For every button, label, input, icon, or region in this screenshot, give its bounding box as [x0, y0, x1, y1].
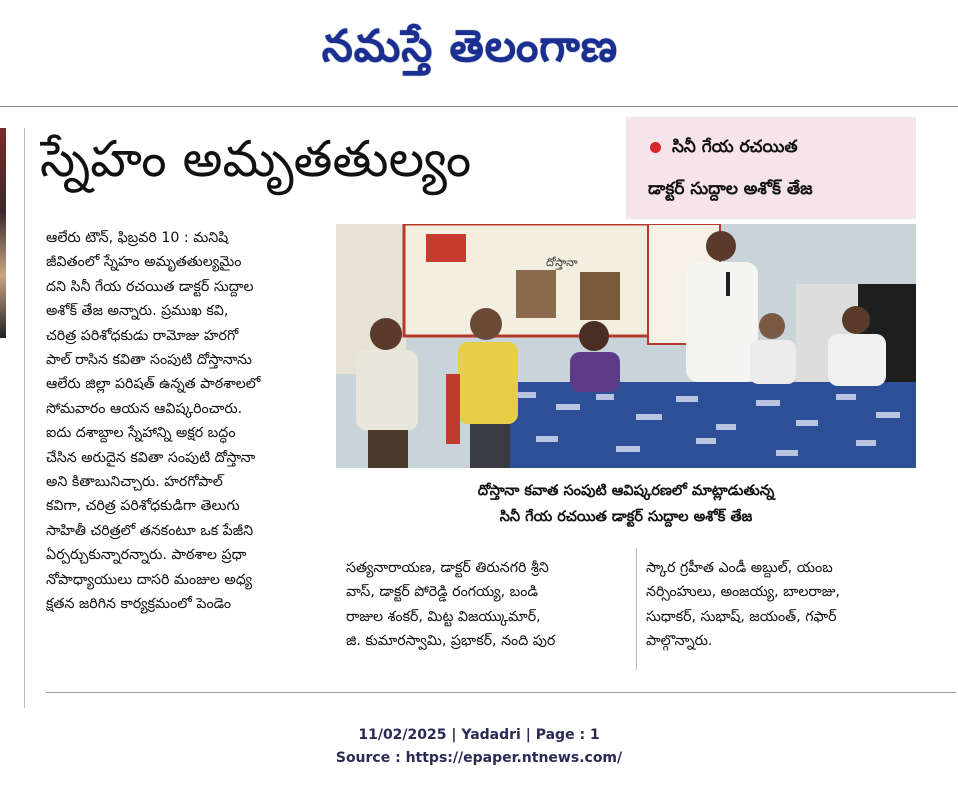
event-photo-illustration	[336, 224, 916, 468]
newspaper-logo: నమస్తే తెలంగాణ	[321, 21, 619, 72]
adjacent-article-text-fragment	[0, 460, 6, 690]
adjacent-article-image-fragment	[0, 128, 6, 338]
footer-source-link[interactable]: Source : https://epaper.ntnews.com/	[335, 750, 623, 766]
byline-role: సినీ గేయ రచయిత	[672, 137, 798, 157]
byline-box	[626, 117, 916, 219]
page-bottom-divider	[46, 692, 956, 693]
page-footer	[0, 724, 958, 770]
footer-date-edition: 11/02/2025 | Yadadri | Page : 1	[358, 727, 600, 743]
article-body-middle: సత్యనారాయణ, డాక్టర్ తిరునగరి శ్రీని వాస్, డాక్టర్ పోరెడ్డి రంగయ్య, బండి రాజుల శంకర్, మిట్ట విజయ్కుమార్, జి. కుమారస్వామి, ప్రభాకర్, నంది పుర	[346, 560, 556, 650]
banner-text: దోస్తానా	[546, 256, 578, 269]
column-divider-left	[24, 128, 25, 708]
bullet-icon	[650, 142, 661, 153]
article-body-right: స్కార గ్రహీత ఎండీ అబ్దుల్, యంబ నర్సింహులు, అంజయ్య, బాలరాజు, సుధాకర్, సుభాష్, జయంత్, గఫార్ పాల్గొన్నారు.	[646, 560, 840, 650]
masthead-divider	[0, 106, 958, 107]
article-body-left: ఆలేరు టౌన్, ఫిబ్రవరి 10 : మనిషి జీవితంలో స్నేహం అమృతతుల్యమైం దని సినీ గేయ రచయిత డాక్టర్ సుద్దాల అశోక్ తేజ అన్నారు. ప్రముఖ కవి, చరిత్ర పరిశోధకుడు రామోజు హరగో పాల్ రాసిన కవితా సంపుటి దోస్తానాను ఆలేరు జిల్లా పరిషత్ ఉన్నత పాఠశాలలో సోమవారం ఆయన ఆవిష్కరించారు. ఐదు దశాబ్దాల స్నేహాన్ని అక్షర బద్ధం చేసిన అరుదైన కవితా సంపుటి దోస్తానా అని కితాబునిచ్చారు. హరగోపాల్ కవిగా, చరిత్ర పరిశోధకుడిగా తెలుగు సాహితీ చరిత్రలో తనకంటూ ఒక పేజీని ఏర్పర్చుకున్నారన్నారు. పాఠశాల ప్రధా నోపాధ్యాయులు దాసరి మంజుల అధ్య క్షతన జరిగిన కార్యక్రమంలో పెండెం	[46, 230, 261, 613]
article-headline: స్నేహం అమృతతుల్యం	[40, 130, 472, 188]
article-photo	[336, 224, 916, 468]
column-divider-center	[636, 548, 637, 670]
photo-caption: దోస్తానా కవాత సంపుటి ఆవిష్కరణలో మాట్లాడుతున్న సినీ గేయ రచయిత డాక్టర్ సుద్దాల అశోక్ తేజ	[477, 483, 775, 525]
masthead	[0, 0, 958, 100]
byline-name: డాక్టర్ సుద్దాల అశోక్ తేజ	[648, 179, 813, 199]
